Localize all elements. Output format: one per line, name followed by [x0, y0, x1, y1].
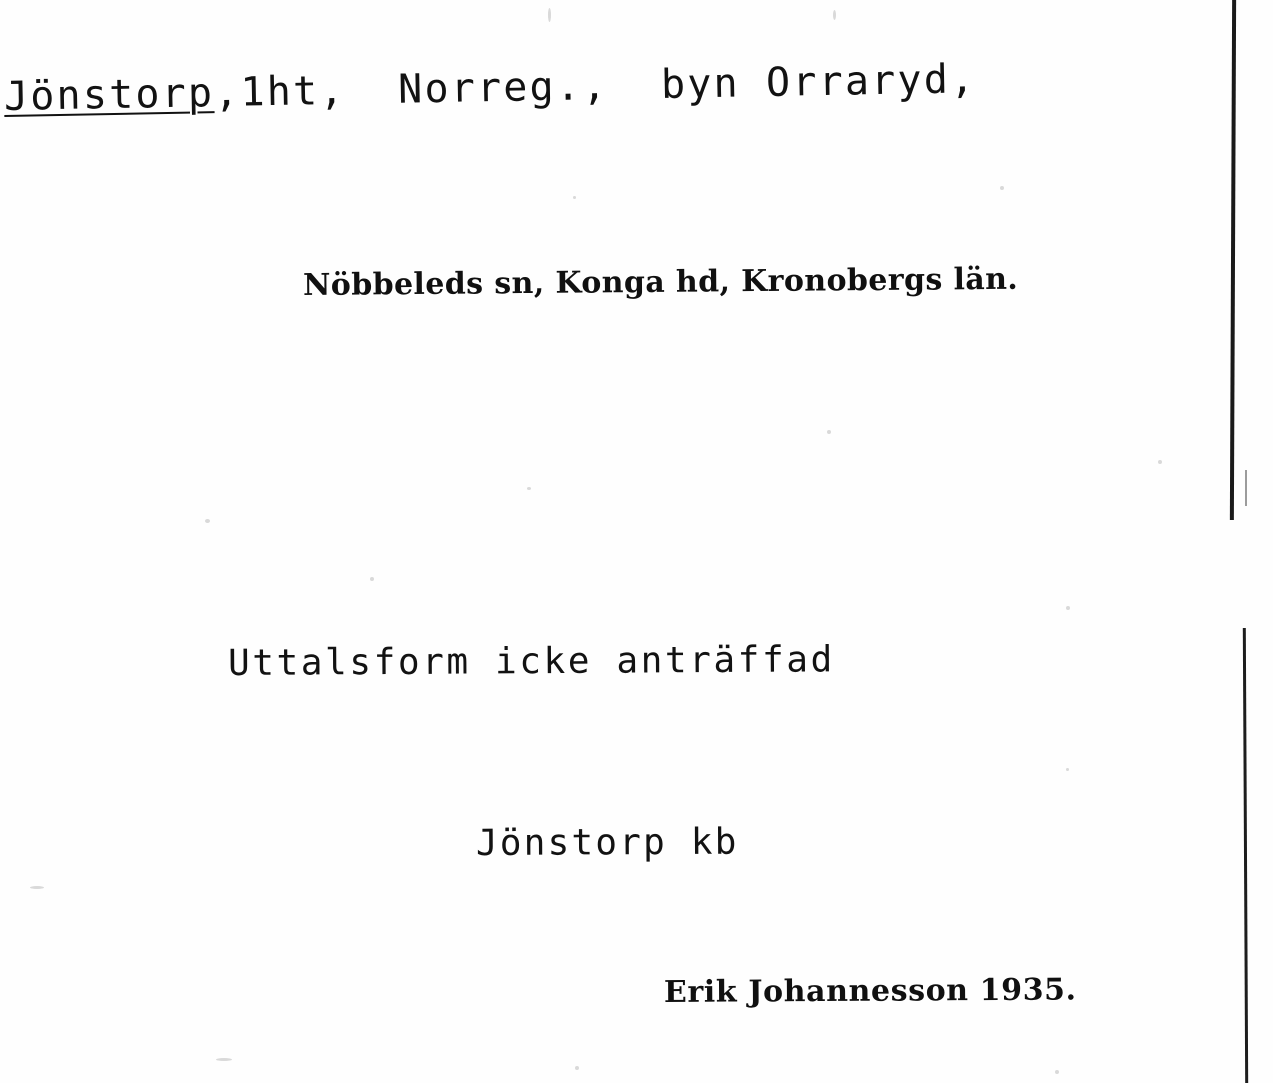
paper-speck	[548, 8, 551, 22]
paper-speck	[30, 886, 44, 889]
place-name-details: ,1ht, Norreg., byn Orraryd,	[213, 56, 977, 117]
place-name-headline	[4, 56, 977, 120]
paper-speck	[205, 519, 210, 523]
paper-speck	[833, 10, 836, 20]
paper-speck	[370, 577, 374, 581]
paper-speck	[1066, 606, 1070, 610]
paper-speck	[1066, 768, 1069, 771]
paper-speck	[527, 487, 531, 490]
source-note: Jönstorp kb	[475, 821, 739, 864]
paper-speck	[1000, 186, 1004, 190]
signature-line: Erik Johannesson 1935.	[663, 972, 1077, 1010]
paper-speck	[827, 430, 831, 434]
paper-speck	[216, 1058, 232, 1061]
pronunciation-note: Uttalsform icke anträffad	[227, 639, 835, 684]
paper-speck	[1055, 1070, 1059, 1074]
scan-edge-gap-mark	[1245, 470, 1247, 506]
paper-speck	[1158, 460, 1162, 464]
place-name-underlined: Jönstorp	[3, 70, 215, 120]
scan-edge-top-right	[1230, 0, 1236, 520]
scan-edge-bottom-right	[1243, 628, 1248, 1083]
paper-speck	[573, 196, 576, 199]
parish-county-line: Nöbbeleds sn, Konga hd, Kronobergs län.	[302, 261, 1019, 303]
paper-speck	[575, 1066, 579, 1070]
